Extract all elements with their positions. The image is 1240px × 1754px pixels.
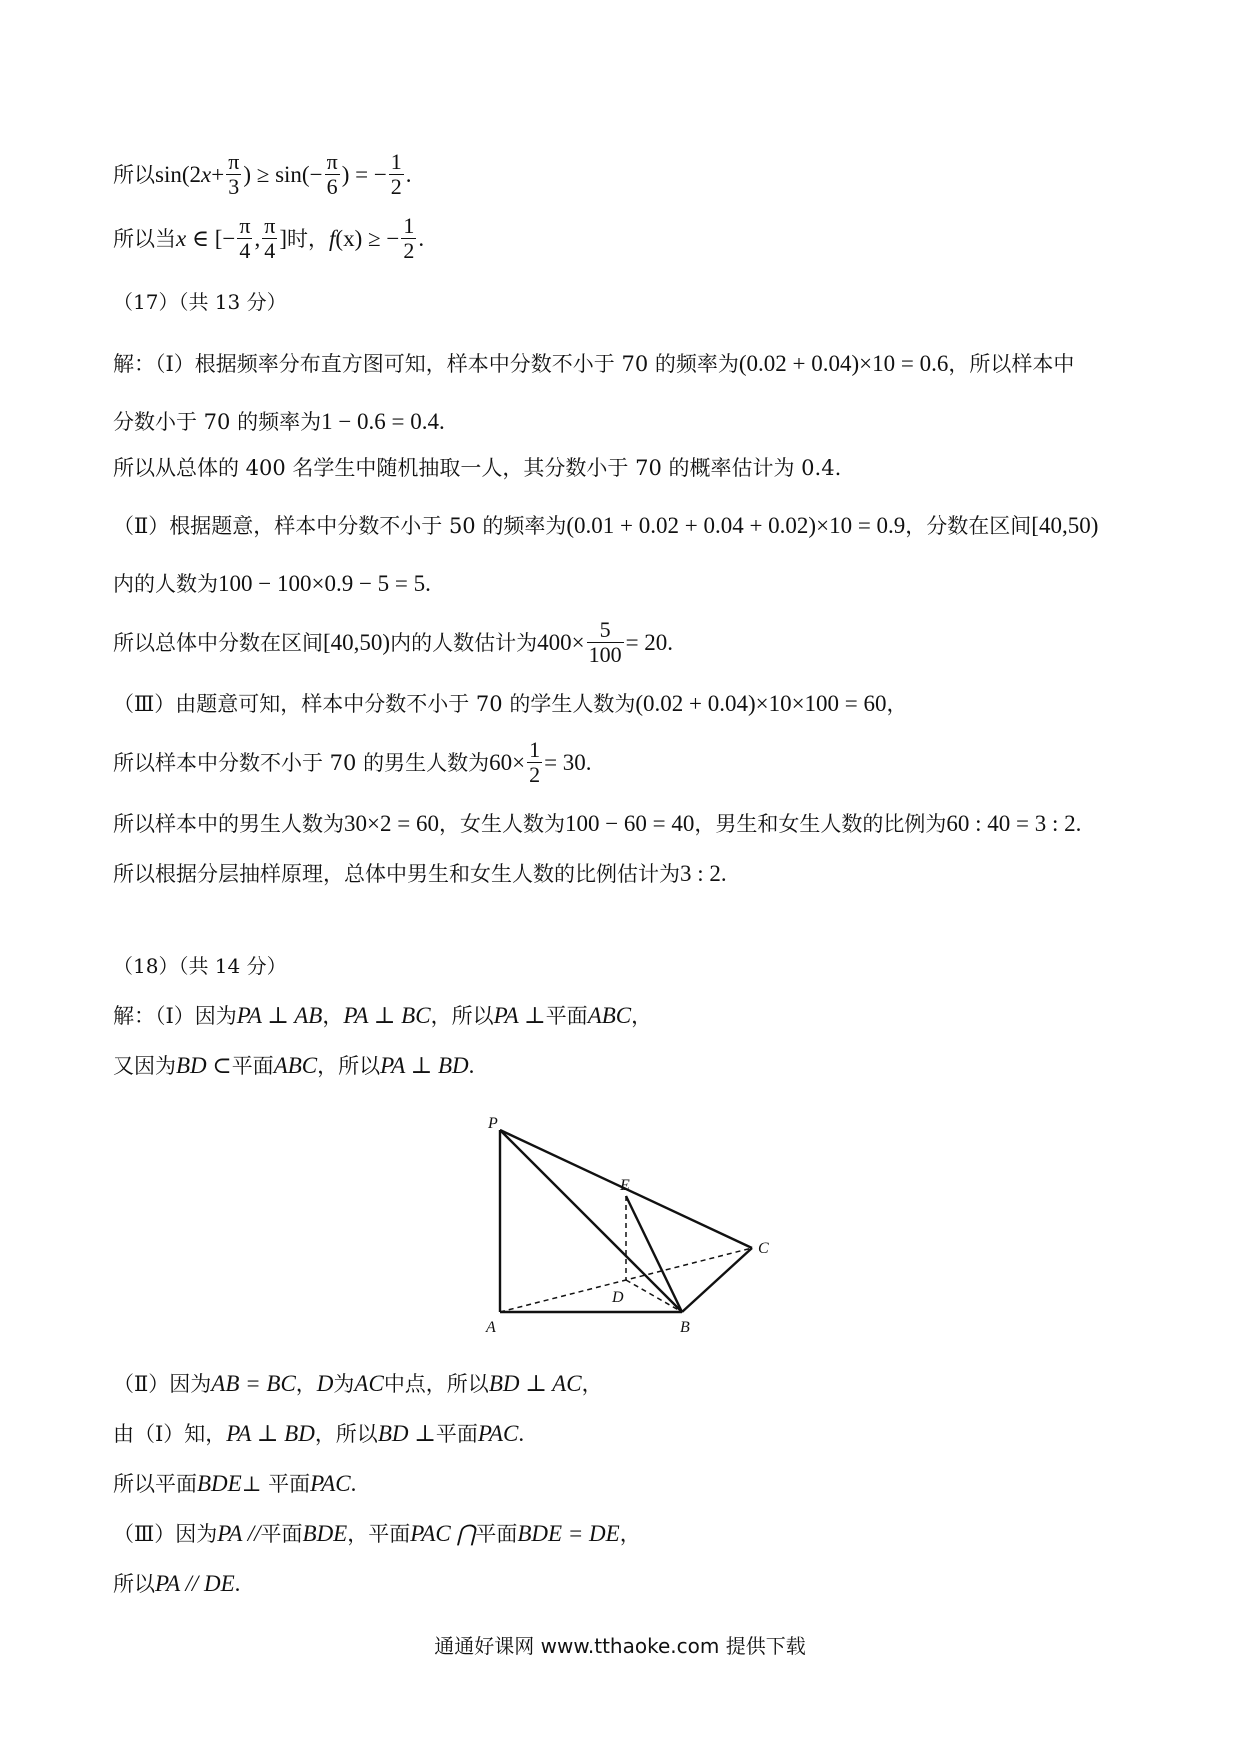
math: . bbox=[405, 162, 412, 187]
math: . bbox=[439, 409, 445, 434]
text: ，分数在区间 bbox=[905, 514, 1032, 538]
label-D: D bbox=[612, 1289, 624, 1306]
math-var: f bbox=[329, 226, 336, 251]
math: D bbox=[316, 1371, 334, 1396]
text-line-21 bbox=[113, 1572, 240, 1595]
label-C: C bbox=[758, 1240, 769, 1257]
math: PA ⊥ BC bbox=[343, 1003, 431, 1028]
denominator: 6 bbox=[326, 174, 338, 199]
text: （Ⅱ）因为 bbox=[113, 1372, 212, 1396]
section-heading-17 bbox=[113, 292, 287, 312]
text: 所以 bbox=[113, 1572, 155, 1596]
text: ， bbox=[581, 1372, 603, 1396]
math: PA // DE bbox=[155, 1571, 235, 1596]
math: ABC bbox=[273, 1053, 318, 1078]
text: 时， bbox=[287, 227, 330, 251]
math: PA ⊥ bbox=[493, 1003, 546, 1028]
math: ) ≥ sin(− bbox=[243, 162, 323, 187]
denominator: 3 bbox=[228, 174, 240, 199]
math: . bbox=[585, 750, 592, 775]
math: . bbox=[667, 630, 674, 655]
text: 解：（Ⅰ）因为 bbox=[113, 1004, 237, 1028]
text: （Ⅲ）由题意可知，样本中分数不小于 70 的学生人数为 bbox=[113, 692, 636, 716]
text: ⊥ 平面 bbox=[241, 1472, 311, 1496]
math: = 30 bbox=[544, 750, 586, 775]
text-line-4 bbox=[113, 352, 1074, 375]
math: AC bbox=[354, 1371, 384, 1396]
numerator: π bbox=[239, 213, 251, 238]
math: PAC ⋂ bbox=[410, 1521, 476, 1546]
math: 100 − 60 = 40 bbox=[564, 811, 695, 836]
label-B: B bbox=[680, 1319, 690, 1336]
text: 为 bbox=[333, 1372, 355, 1396]
label-A: A bbox=[486, 1319, 496, 1336]
text: ， bbox=[631, 1004, 653, 1028]
fraction bbox=[262, 214, 277, 263]
fraction bbox=[325, 150, 340, 199]
denominator: 2 bbox=[529, 762, 541, 787]
text-line-13 bbox=[113, 862, 727, 885]
text-line-16 bbox=[113, 1054, 474, 1077]
math: . bbox=[234, 1571, 241, 1596]
text: 所以根据分层抽样原理，总体中男生和女生人数的比例估计为 bbox=[113, 862, 680, 886]
text: 所以当 bbox=[113, 227, 176, 251]
denominator: 4 bbox=[264, 238, 276, 263]
math: (0.01 + 0.02 + 0.04 + 0.02)×10 = 0.9 bbox=[566, 513, 906, 538]
text: 解：（Ⅰ）根据频率分布直方图可知，样本中分数不小于 70 的频率为 bbox=[113, 352, 739, 376]
text-line-17 bbox=[113, 1372, 603, 1395]
text: ，男生和女生人数的比例为 bbox=[694, 812, 947, 836]
text-line-1 bbox=[113, 149, 412, 201]
text: 分数小于 70 的频率为 bbox=[113, 410, 322, 434]
text: 所以平面 bbox=[113, 1472, 197, 1496]
text-line-18 bbox=[113, 1422, 524, 1445]
text-line-20 bbox=[113, 1522, 641, 1545]
math: , bbox=[254, 226, 261, 251]
text-line-8 bbox=[113, 572, 431, 595]
fraction bbox=[401, 214, 416, 263]
fraction bbox=[226, 150, 241, 199]
text-line-15 bbox=[113, 1004, 652, 1027]
numerator: π bbox=[326, 149, 338, 174]
numerator: 5 bbox=[587, 618, 624, 643]
math: ∈ [− bbox=[186, 226, 236, 251]
text: ， bbox=[886, 692, 908, 716]
text-line-9 bbox=[113, 617, 674, 669]
text: 平面 bbox=[475, 1522, 518, 1546]
text: ，所以 bbox=[430, 1004, 494, 1028]
math: BD ⊥ bbox=[377, 1421, 436, 1446]
math: 3 : 2 bbox=[680, 861, 721, 886]
math: ) = − bbox=[341, 162, 387, 187]
denominator: 2 bbox=[390, 174, 402, 199]
text: （Ⅱ）根据题意，样本中分数不小于 50 的频率为 bbox=[113, 514, 567, 538]
math: PA // bbox=[217, 1521, 261, 1546]
section-heading-18 bbox=[113, 956, 287, 976]
math-var: x bbox=[201, 162, 212, 187]
math: PAC bbox=[310, 1471, 351, 1496]
math: 400× bbox=[537, 630, 585, 655]
text: ，所以 bbox=[314, 1422, 378, 1446]
denominator: 2 bbox=[403, 238, 415, 263]
math: ] bbox=[279, 226, 288, 251]
math: [40,50) bbox=[323, 630, 391, 655]
math: PA ⊥ AB bbox=[236, 1003, 323, 1028]
label-P: P bbox=[488, 1115, 498, 1132]
text: ，所以样本中 bbox=[948, 352, 1075, 376]
math: + bbox=[211, 162, 225, 187]
numerator: 1 bbox=[403, 213, 415, 238]
math: . bbox=[1075, 811, 1082, 836]
math: 30×2 = 60 bbox=[344, 811, 439, 836]
math: BDE bbox=[197, 1471, 242, 1496]
edge-PB bbox=[500, 1130, 682, 1312]
math: = 20 bbox=[625, 630, 668, 655]
text: 所以样本中分数不小于 70 的男生人数为 bbox=[113, 751, 490, 775]
math: (0.02 + 0.04)×10 = 0.6 bbox=[738, 351, 949, 376]
text: 平面 bbox=[545, 1004, 588, 1028]
math: . bbox=[425, 571, 431, 596]
text: 中点，所以 bbox=[383, 1372, 489, 1396]
math: BD ⊥ AC bbox=[488, 1371, 582, 1396]
text: 所以从总体的 400 名学生中随机抽取一人，其分数小于 70 的概率估计为 0.4. bbox=[113, 456, 842, 480]
math: . bbox=[468, 1053, 475, 1078]
text: （17）（共 13 分） bbox=[113, 290, 287, 314]
text: （Ⅲ）因为 bbox=[113, 1522, 218, 1546]
text: 所以样本中的男生人数为 bbox=[113, 812, 344, 836]
text: 平面 bbox=[231, 1054, 274, 1078]
text: 平面 bbox=[260, 1522, 303, 1546]
math: PAC bbox=[477, 1421, 519, 1446]
text: ，所以 bbox=[317, 1054, 381, 1078]
math: . bbox=[418, 226, 425, 251]
text: ，女生人数为 bbox=[438, 812, 565, 836]
denominator: 4 bbox=[239, 238, 251, 263]
math: AB = BC bbox=[211, 1371, 296, 1396]
text: 所以总体中分数在区间 bbox=[113, 631, 323, 655]
text-line-2 bbox=[113, 213, 425, 265]
edge-BC bbox=[682, 1248, 752, 1312]
fraction bbox=[237, 214, 252, 263]
page-footer: 通通好课网 www.tthaoke.com 提供下载 bbox=[434, 1634, 806, 1658]
math: BDE = DE bbox=[517, 1521, 620, 1546]
pyramid-diagram bbox=[460, 1110, 780, 1340]
math: . bbox=[720, 861, 727, 886]
math: . bbox=[518, 1421, 525, 1446]
math: BD ⊂ bbox=[176, 1053, 232, 1078]
math: ABC bbox=[587, 1003, 632, 1028]
math: 60 : 40 = 3 : 2 bbox=[946, 811, 1076, 836]
text-line-7 bbox=[113, 514, 1098, 537]
math: 1 − 0.6 = 0.4 bbox=[321, 409, 440, 434]
math: . bbox=[350, 1471, 357, 1496]
fraction bbox=[527, 738, 542, 787]
text: 平面 bbox=[435, 1422, 478, 1446]
text-line-19 bbox=[113, 1472, 356, 1495]
math: [40,50) bbox=[1031, 513, 1099, 538]
numerator: 1 bbox=[529, 737, 541, 762]
text: ， bbox=[322, 1004, 344, 1028]
text: ，平面 bbox=[347, 1522, 411, 1546]
fraction bbox=[587, 618, 624, 667]
text: ， bbox=[619, 1522, 641, 1546]
text: （18）（共 14 分） bbox=[113, 954, 287, 978]
text-line-11 bbox=[113, 737, 592, 789]
math: PA ⊥ BD bbox=[380, 1053, 469, 1078]
math: 100 − 100×0.9 − 5 = 5 bbox=[218, 571, 426, 596]
numerator: π bbox=[228, 149, 240, 174]
pyramid-figure bbox=[460, 1110, 780, 1340]
math: PA ⊥ BD bbox=[226, 1421, 315, 1446]
math: BDE bbox=[302, 1521, 348, 1546]
text: 内的人数估计为 bbox=[390, 631, 538, 655]
fraction bbox=[389, 150, 404, 199]
text: 又因为 bbox=[113, 1054, 176, 1078]
text-line-10 bbox=[113, 692, 908, 715]
text: ， bbox=[295, 1372, 317, 1396]
math: (0.02 + 0.04)×10×100 = 60 bbox=[635, 691, 887, 716]
text: 内的人数为 bbox=[113, 572, 218, 596]
numerator: 1 bbox=[390, 149, 402, 174]
text: 由（Ⅰ）知， bbox=[113, 1422, 227, 1446]
math: 60× bbox=[489, 750, 526, 775]
text: 所以 bbox=[113, 163, 155, 187]
text-line-12 bbox=[113, 812, 1081, 835]
denominator: 100 bbox=[588, 642, 622, 667]
text-line-6 bbox=[113, 458, 841, 479]
numerator: π bbox=[264, 213, 276, 238]
math: sin(2 bbox=[155, 162, 201, 187]
label-E: E bbox=[620, 1177, 630, 1194]
text-line-5 bbox=[113, 410, 445, 433]
math: (x) ≥ − bbox=[335, 226, 400, 251]
math-var: x bbox=[176, 226, 187, 251]
edge-EB bbox=[626, 1196, 682, 1312]
